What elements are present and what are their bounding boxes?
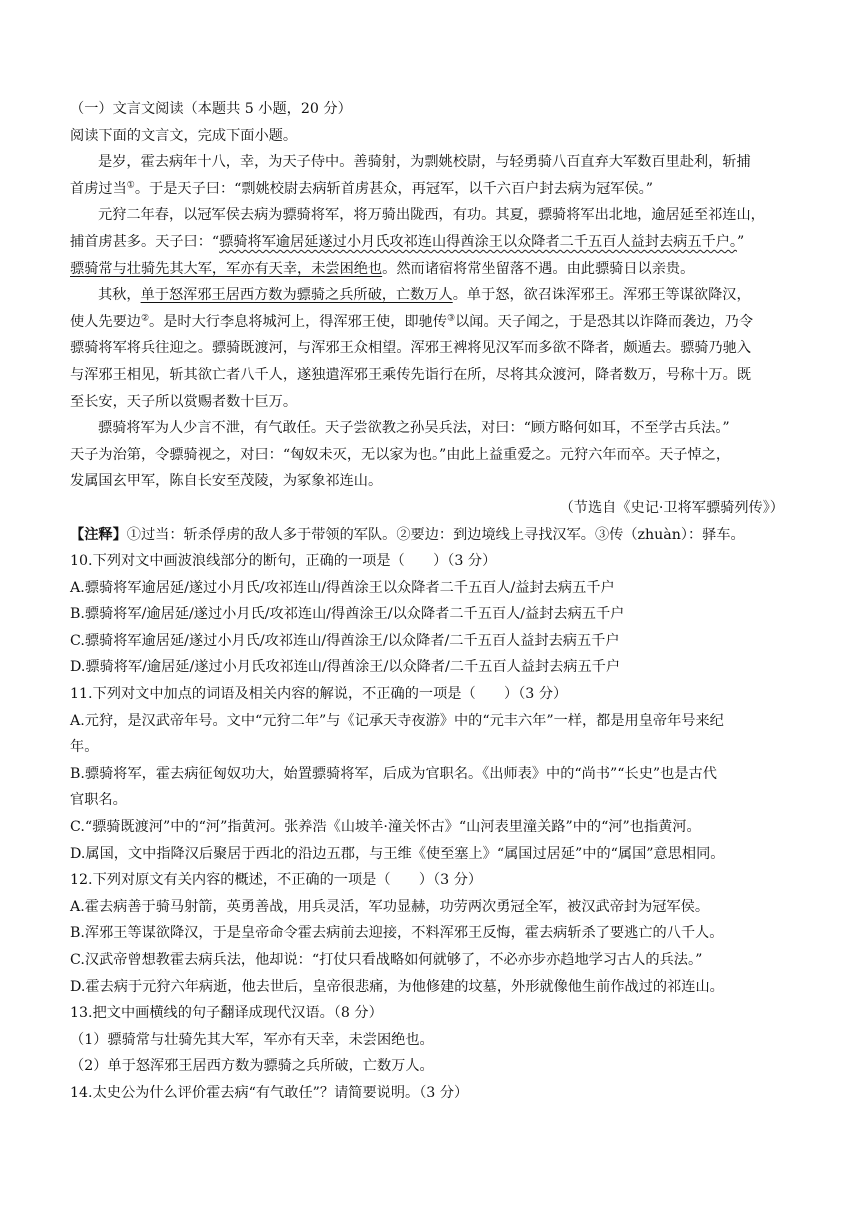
passage-line: 骠骑常与壮骑先其大军，军亦有天幸，未尝困绝也。然而诸宿将常坐留落不遇。由此骠骑日以亲贵。: [70, 260, 695, 277]
passage-line: 其秋，单于怒浑邪王居西方数为骠骑之兵所破，亡数万人。单于怒，欲召诛浑邪王。浑邪王等谋欲降汉，: [98, 287, 751, 304]
option-d: D.骠骑将军/逾居延/遂过小月氏攻祁连山/得酋涂王/以众降者/二千五百人益封去病五千户: [70, 659, 621, 676]
notes-label: 【注释】: [70, 526, 127, 543]
option-b: B.骠骑将军/逾居延/遂过小月氏/攻祁连山/得酋涂王/以众降者二千五百人/益封去病五千户: [70, 606, 625, 623]
question-13: [70, 1000, 796, 1080]
question-stem: 13.把文中画横线的句子翻译成现代汉语。（8 分）: [70, 1005, 383, 1022]
passage-line: 发属国玄甲军，陈自长安至茂陵，为冢象祁连山。: [70, 473, 383, 490]
question-11: [70, 681, 796, 867]
option-b: B.浑邪王等谋欲降汉，于是皇帝命令霍去病前去迎接，不料浑邪王反悔，霍去病斩杀了要逃亡的八千人。: [70, 925, 724, 942]
question-14: [70, 1080, 796, 1107]
note-marker: ①: [126, 180, 135, 191]
passage: [70, 149, 796, 495]
question-stem: 12.下列对原文有关内容的概述，不正确的一项是（ ）（3 分）: [70, 872, 483, 889]
instruction: 阅读下面的文言文，完成下面小题。: [70, 127, 298, 144]
passage-line: 与浑邪王相见，斩其欲亡者八千人，遂独遣浑邪王乘传先诣行在所，尽将其众渡河，降者数万，号称十万。既: [70, 366, 752, 383]
underlined-sentence-2: 单于怒浑邪王居西方数为骠骑之兵所破，亡数万人: [140, 287, 453, 304]
notes-text: ①过当：斩杀俘虏的敌人多于带领的军队。②要边：到边境线上寻找汉军。③传（zhuàn）：驿车。: [126, 526, 745, 543]
passage-line: 至长安，天子所以赏赐者数十巨万。: [70, 393, 298, 410]
option-a: A.元狩，是汉武帝年号。文中“元狩二年”与《记承天寺夜游》中的“元丰六年”一样，都是用皇帝年号来纪: [70, 712, 724, 729]
wavy-underlined-sentence: 骠骑将军逾居延遂过小月氏攻祁连山得酋涂王以众降者二千五百人益封去病五千户。: [219, 233, 737, 250]
question-10: [70, 548, 796, 681]
exam-page: [70, 96, 796, 1107]
passage-line: 元狩二年春，以冠军侯去病为骠骑将军，将万骑出陇西，有功。其夏，骠骑将军出北地，逾居延至祁连山，: [98, 207, 765, 224]
option-b: B.骠骑将军，霍去病征匈奴功大，始置骠骑将军，后成为官职名。《出师表》中的“尚书”“长史”也是古代: [70, 765, 717, 782]
option-b-cont: 官职名。: [70, 792, 127, 809]
translation-sentence-2: （2）单于怒浑邪王居西方数为骠骑之兵所破，亡数万人。: [70, 1058, 434, 1075]
note-marker: ②: [140, 313, 150, 324]
option-c: C.汉武帝曾想教霍去病兵法，他却说：“打仗只看战略如何就够了，不必亦步亦趋地学习古人的兵法。”: [70, 952, 703, 968]
note-marker: ③: [446, 313, 456, 324]
question-stem: 14.太史公为什么评价霍去病“有气敢任”？请简要说明。（3 分）: [70, 1084, 469, 1101]
option-d: D.属国，文中指降汉后聚居于西北的沿边五郡，与王维《使至塞上》“属国过居延”中的“属国”意思相同。: [70, 845, 725, 862]
option-a: A.霍去病善于骑马射箭，英勇善战，用兵灵活，军功显赫，功劳两次勇冠全军，被汉武帝封为冠军侯。: [70, 898, 710, 915]
underlined-sentence-1: 骠骑常与壮骑先其大军，军亦有天幸，未尝困绝也: [70, 260, 383, 277]
section-heading: （一）文言文阅读（本题共 5 小题，20 分）: [70, 101, 352, 117]
option-c: C.“骠骑既渡河”中的“河”指黄河。张养浩《山坡羊·潼关怀古》“山河表里潼关路”中的“河”也指黄河。: [70, 819, 701, 836]
question-12: [70, 867, 796, 1000]
option-a-cont: 年。: [70, 739, 99, 756]
translation-sentence-1: （1）骠骑常与壮骑先其大军，军亦有天幸，未尝困绝也。: [70, 1031, 434, 1048]
passage-line: 使人先要边②。是时大行李息将城河上，得浑邪王使，即驰传③以闻。天子闻之，于是恐其以诈降而袭边，乃令: [70, 313, 754, 330]
question-stem: 10.下列对文中画波浪线部分的断句，正确的一项是（ ）（3 分）: [70, 553, 497, 570]
option-c: C.骠骑将军逾居延/遂过小月氏/攻祁连山/得酋涂王/以众降者/二千五百人益封去病五千户: [70, 632, 620, 649]
passage-source: （节选自《史记·卫将军骠骑列传》）: [559, 499, 784, 516]
passage-line: 首虏过当①。于是天子曰：“剽姚校尉去病斩首虏甚众，再冠军，以千六百户封去病为冠军侯。”: [70, 180, 654, 197]
passage-line: 是岁，霍去病年十八，幸，为天子侍中。善骑射，为剽姚校尉，与轻勇骑八百直弃大军数百里赴利，斩捕: [98, 154, 751, 171]
passage-line: 捕首虏甚多。天子曰：“骠骑将军逾居延遂过小月氏攻祁连山得酋涂王以众降者二千五百人益封去病五千户。”: [70, 233, 745, 250]
notes: [70, 522, 796, 549]
passage-line: 骠骑将军将兵往迎之。骠骑既渡河，与浑邪王众相望。浑邪王裨将见汉军而多欲不降者，颇遁去。骠骑乃驰入: [70, 340, 752, 357]
passage-line: 骠骑将军为人少言不泄，有气敢任。天子尝欲教之孙吴兵法，对曰：“顾方略何如耳，不至学古兵法。”: [98, 420, 730, 437]
question-stem: 11.下列对文中加点的词语及相关内容的解说，不正确的一项是（ ）（3 分）: [70, 686, 568, 703]
option-d: D.霍去病于元狩六年病逝，他去世后，皇帝很悲痛，为他修建的坟墓，外形就像他生前作战过的祁连山。: [70, 978, 724, 995]
passage-line: 天子为治第，令骠骑视之，对曰：“匈奴未灭，无以家为也。”由此上益重爱之。元狩六年而卒。天子悼之，: [70, 446, 731, 463]
option-a: A.骠骑将军逾居延/遂过小月氏/攻祁连山/得酋涂王以众降者二千五百人/益封去病五千户: [70, 579, 615, 596]
